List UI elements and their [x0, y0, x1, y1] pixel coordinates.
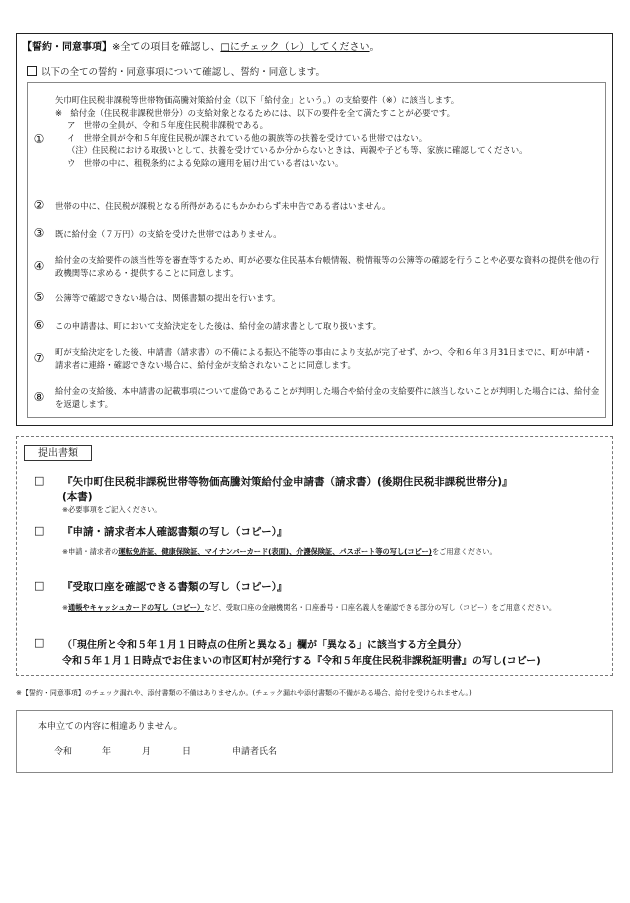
pledge-item-8: 給付金の支給後、本申請書の記載事項について虚偽であることが判明した場合や給付金の支給要件に該当しないことが判明した場合には、給付金を返還します。 [55, 386, 600, 409]
pledge-title-bold: 【誓約・同意事項】 [22, 42, 112, 53]
pledge-item-5: 公簿等で確認できない場合は、関係書類の提出を行います。 [55, 293, 281, 303]
agree-label: 以下の全ての誓約・同意事項について確認し、誓約・同意します。 [41, 67, 326, 78]
pledge-item-3: 既に給付金（７万円）の支給を受けた世帯ではありません。 [55, 229, 282, 239]
item-number: ④ [33, 259, 45, 273]
pledge-title-pre: ※全ての項目を確認し、 [112, 42, 221, 53]
item-number: ⑥ [33, 318, 45, 332]
day-label: 日 [182, 747, 192, 757]
doc-1-note: ※必要事項をご記入ください。 [62, 505, 162, 514]
item-number: ⑤ [33, 290, 45, 304]
doc-1-title: 『矢巾町住民税非課税世帯等物価高騰対策給付金申請書（請求書）(後期住民税非課税世帯分)』 [62, 476, 513, 488]
item-number: ③ [33, 226, 45, 240]
doc-2-note-pre: ※申請・請求者の [62, 547, 119, 556]
pledge-item-1 [55, 94, 600, 169]
item-number: ② [33, 198, 45, 212]
doc-checkbox[interactable]: □ [34, 524, 45, 537]
doc-4-condition: （「現住所と令和５年１月１日時点の住所と異なる」欄が「異なる」に該当する方全員分） [62, 640, 467, 651]
month-label: 月 [142, 747, 152, 757]
year-label: 年 [102, 747, 112, 757]
doc-3-title: 『受取口座を確認できる書類の写し（コピー）』 [62, 581, 288, 593]
item-number: ⑧ [33, 390, 45, 404]
pledge-item-7: 町が支給決定をした後、申請書（請求書）の不備による振込不能等の事由により支払が完了せず、かつ、令和６年３月31日までに、町が申請・請求者に連絡・確認できない場合に、給付金が支給されないことに同意します。 [55, 347, 593, 370]
item-number: ① [33, 132, 45, 146]
era-label: 令和 [54, 747, 73, 757]
doc-3-note-bold: 通帳やキャッシュカードの写し（コピー） [68, 603, 205, 612]
item-1-line: ※ 給付金（住民税非課税世帯分）の支給対象となるためには、以下の要件を全て満たすことが必要です。 [55, 107, 455, 118]
doc-2-title: 『申請・請求者本人確認書類の写し（コピー）』 [62, 526, 288, 538]
doc-checkbox[interactable]: □ [34, 636, 45, 649]
pledge-item-4: 給付金の支給要件の該当性等を審査等するため、町が必要な住民基本台帳情報、税情報等の公簿等の確認を行うことや必要な資料の提供を他の行政機関等に求める・提供することに同意します。 [55, 255, 600, 278]
item-1-line: （注）住民税における取扱いとして、扶養を受けているか分からないときは、両親や子ども等、家族に確認してください。 [67, 145, 528, 155]
declaration-text: 本申立ての内容に相違ありません。 [38, 722, 183, 732]
doc-2-note-bold: 運転免許証、健康保険証、マイナンバーカード(表面)、介護保険証、パスポート等の写し(コピー) [118, 547, 432, 556]
doc-2-note-post: をご用意ください。 [431, 547, 497, 556]
doc-3-note [62, 603, 562, 613]
doc-3-note-post: など、受取口座の金融機関名・口座番号・口座名義人を確認できる部分の写し（コピー）をご用意ください。 [204, 603, 557, 612]
doc-1-subtitle: (本書) [62, 491, 93, 503]
footnote: ※【誓約・同意事項】のチェック漏れや、添付書類の不備はありませんか。(チェック漏れや添付書類の不備がある場合、給付を受けられません。) [16, 689, 472, 697]
item-1-line: イ 世帯全員が令和５年度住民税が課されている他の親族等の扶養を受けている世帯ではない。 [67, 132, 428, 143]
agree-checkbox[interactable] [27, 66, 37, 76]
item-number: ⑦ [33, 351, 45, 365]
doc-checkbox[interactable]: □ [34, 474, 45, 487]
doc-3-note-pre: ※ [62, 603, 69, 612]
pledge-title [22, 38, 380, 53]
pledge-title-post: 。 [369, 42, 380, 53]
pledge-item-6: この申請書は、町において支給決定をした後は、給付金の請求書として取り扱います。 [55, 321, 381, 331]
item-1-line: 矢巾町住民税非課税等世帯物価高騰対策給付金（以下「給付金」という。）の支給要件（※）に該当します。 [55, 95, 460, 105]
doc-checkbox[interactable]: □ [34, 579, 45, 592]
doc-2-note [62, 547, 552, 557]
item-1-line: ア 世帯の全員が、令和５年度住民税非課税である。 [67, 120, 268, 130]
documents-title: 提出書類 [24, 445, 92, 461]
pledge-title-underlined: □にチェック（レ）してください [220, 42, 370, 53]
item-1-line: ウ 世帯の中に、租税条約による免除の適用を届け出ている者はいない。 [67, 157, 344, 168]
signer-label: 申請者氏名 [232, 747, 278, 757]
agree-row[interactable] [27, 64, 325, 78]
pledge-item-2: 世帯の中に、住民税が課税となる所得があるにもかかわらず未申告である者はいません。 [55, 201, 391, 211]
doc-4-title: 令和５年１月１日時点でお住まいの市区町村が発行する『令和５年度住民税非課税証明書』の写し(コピー) [62, 656, 541, 667]
